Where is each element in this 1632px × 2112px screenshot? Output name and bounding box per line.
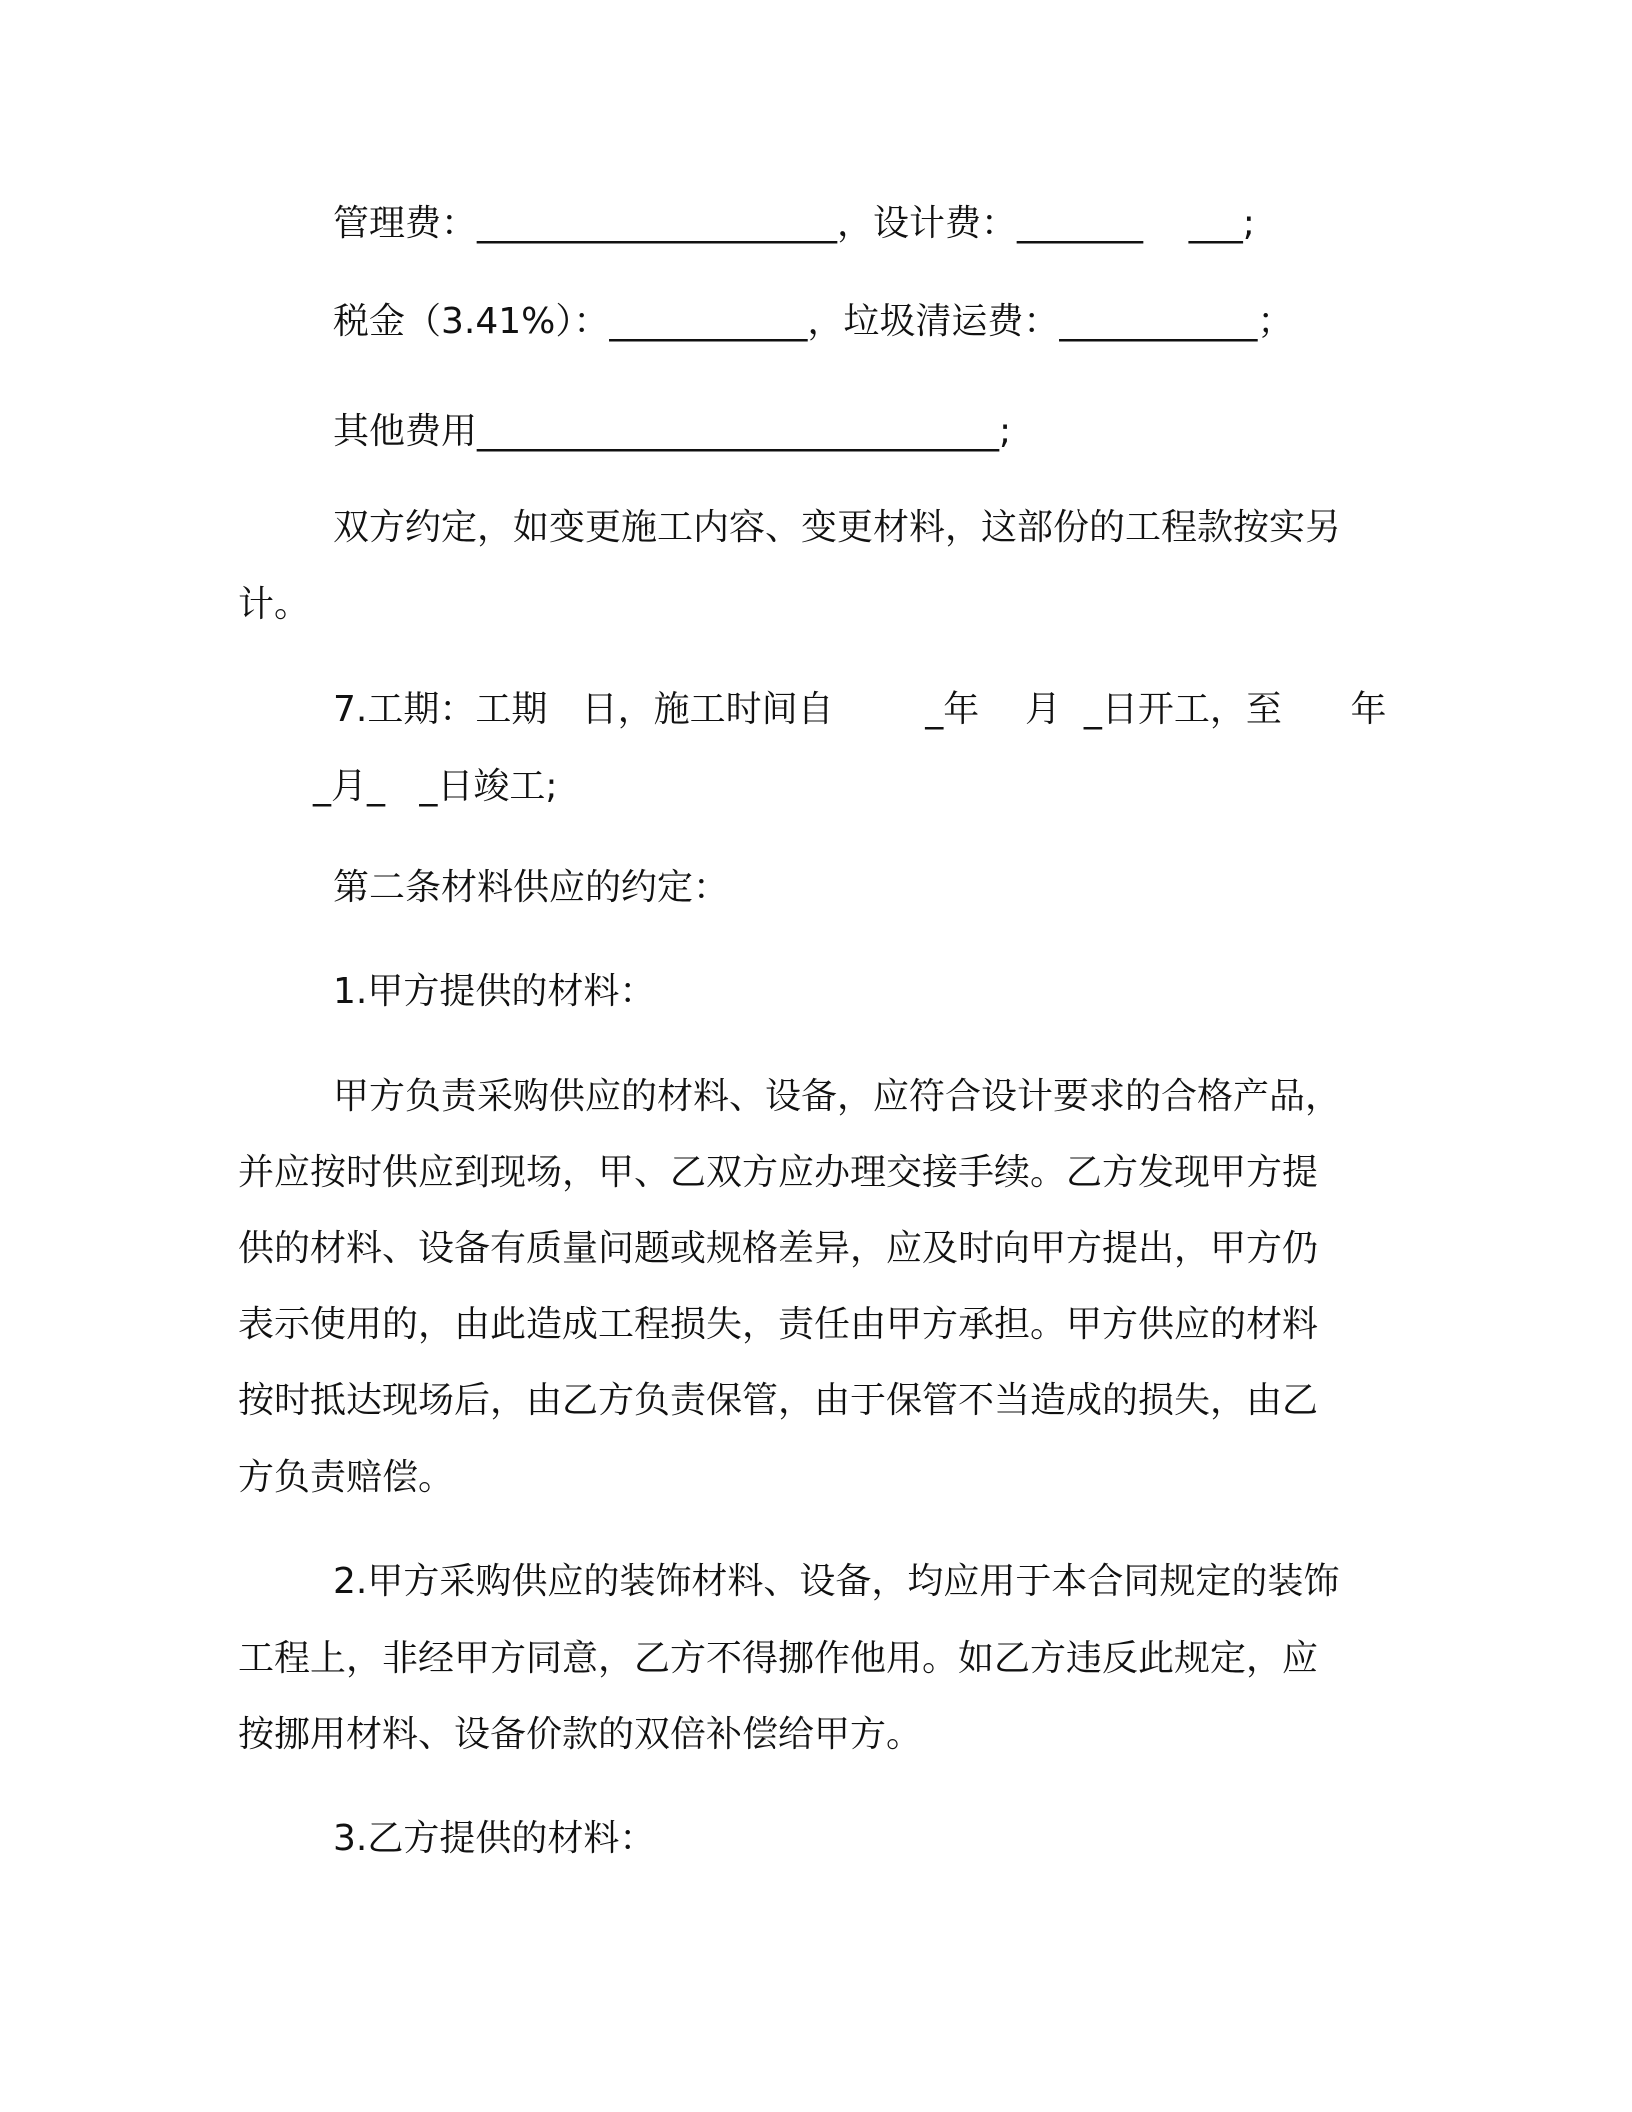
paragraph-party-a-usage-line-2: 工程上，非经甲方同意，乙方不得挪作他用。如乙方违反此规定，应 <box>238 1638 1319 1679</box>
paragraph-party-a-usage-line-3: 按挪用材料、设备价款的双倍补偿给甲方。 <box>238 1714 923 1755</box>
section-heading-material-supply: 第二条材料供应的约定： <box>333 867 730 908</box>
fee-line-tax-garbage: 税金（3.41%）：___________，垃圾清运费：___________； <box>333 301 1294 342</box>
paragraph-party-a-line-4: 表示使用的，由此造成工程损失，责任由甲方承担。甲方供应的材料 <box>238 1304 1319 1345</box>
fee-line-management-design: 管理费：____________________，设计费：_______ ___; <box>333 203 1255 244</box>
fee-line-other: 其他费用_____________________________; <box>333 411 1012 452</box>
paragraph-party-a-usage-line-1: 2.甲方采购供应的装饰材料、设备，均应用于本合同规定的装饰 <box>333 1561 1340 1602</box>
paragraph-change-agreement-line-1: 双方约定，如变更施工内容、变更材料，这部份的工程款按实另 <box>333 507 1342 548</box>
paragraph-party-a-line-1: 甲方负责采购供应的材料、设备，应符合设计要求的合格产品， <box>333 1076 1342 1117</box>
construction-period-line-1: 7.工期：工期 日，施工时间自 _年 月 _日开工，至 年 <box>333 689 1387 730</box>
construction-period-line-2: _月_ _日竣工; <box>313 766 558 807</box>
subheading-party-a-materials: 1.甲方提供的材料： <box>333 971 656 1012</box>
paragraph-party-a-line-3: 供的材料、设备有质量问题或规格差异，应及时向甲方提出，甲方仍 <box>238 1228 1319 1269</box>
paragraph-party-a-line-2: 并应按时供应到现场，甲、乙双方应办理交接手续。乙方发现甲方提 <box>238 1152 1319 1193</box>
paragraph-party-a-line-6: 方负责赔偿。 <box>238 1457 455 1498</box>
paragraph-party-a-line-5: 按时抵达现场后，由乙方负责保管，由于保管不当造成的损失，由乙 <box>238 1380 1319 1421</box>
paragraph-change-agreement-line-2: 计。 <box>238 584 311 625</box>
subheading-party-b-materials: 3.乙方提供的材料： <box>333 1818 656 1859</box>
